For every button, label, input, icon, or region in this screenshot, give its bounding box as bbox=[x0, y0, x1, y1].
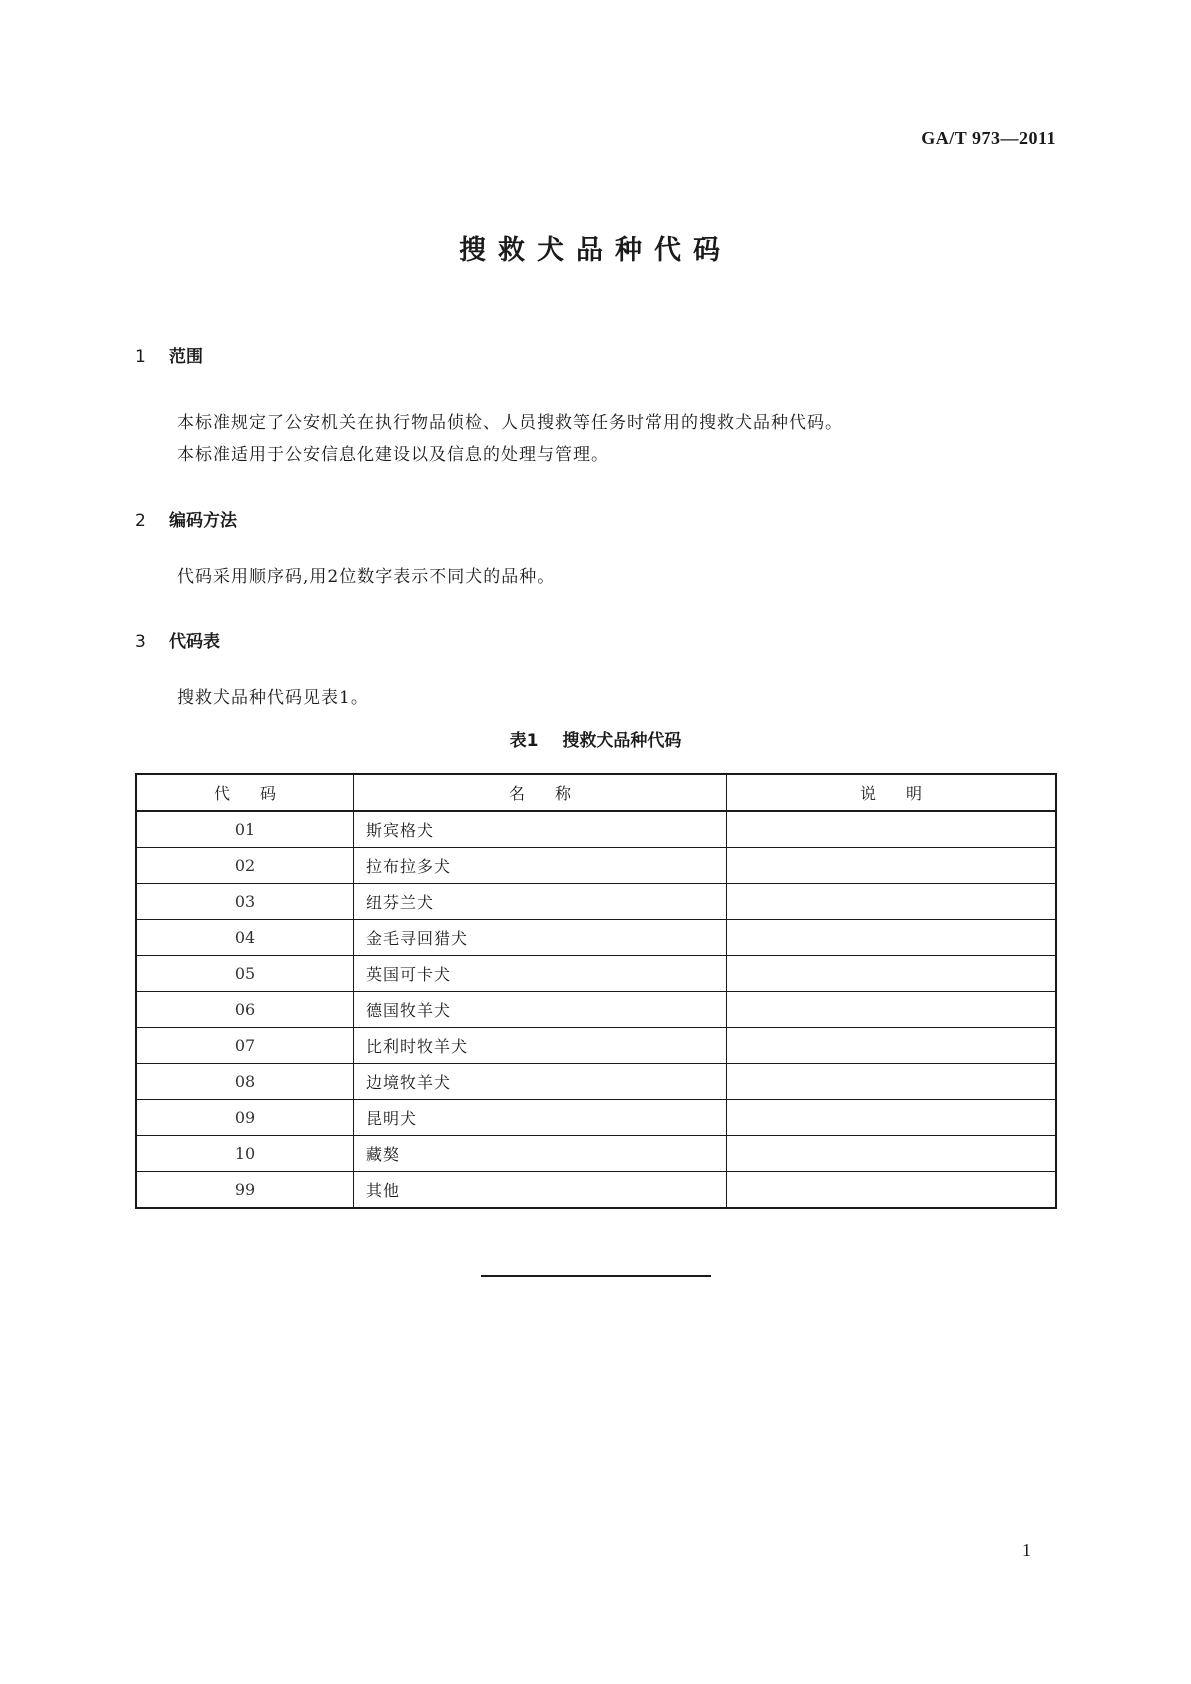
section-title: 代码表 bbox=[169, 632, 220, 652]
section-number: 3 bbox=[135, 632, 146, 652]
cell-note bbox=[727, 811, 1057, 848]
cell-name: 德国牧羊犬 bbox=[354, 992, 727, 1028]
cell-code: 02 bbox=[136, 848, 354, 884]
cell-note bbox=[727, 1172, 1057, 1209]
cell-code: 01 bbox=[136, 811, 354, 848]
section-1-paragraph-1: 本标准规定了公安机关在执行物品侦检、人员搜救等任务时常用的搜救犬品种代码。 bbox=[177, 413, 843, 433]
cell-note bbox=[727, 992, 1057, 1028]
header-note: 说明 bbox=[727, 774, 1057, 811]
cell-name: 边境牧羊犬 bbox=[354, 1064, 727, 1100]
breed-code-table bbox=[135, 773, 1057, 1209]
document-title: 搜救犬品种代码 bbox=[459, 235, 732, 266]
cell-code: 06 bbox=[136, 992, 354, 1028]
standard-code: GA/T 973—2011 bbox=[921, 128, 1056, 148]
table-row bbox=[136, 811, 1056, 848]
header-code: 代码 bbox=[136, 774, 354, 811]
cell-code: 09 bbox=[136, 1100, 354, 1136]
cell-note bbox=[727, 1100, 1057, 1136]
cell-name: 斯宾格犬 bbox=[354, 811, 727, 848]
section-1-heading bbox=[135, 342, 203, 367]
cell-note bbox=[727, 1028, 1057, 1064]
cell-note bbox=[727, 956, 1057, 992]
table-caption bbox=[0, 726, 1191, 751]
cell-code: 03 bbox=[136, 884, 354, 920]
section-2-heading bbox=[135, 506, 237, 531]
cell-code: 08 bbox=[136, 1064, 354, 1100]
cell-name: 金毛寻回猎犬 bbox=[354, 920, 727, 956]
cell-note bbox=[727, 1064, 1057, 1100]
section-2-paragraph-1: 代码采用顺序码,用2位数字表示不同犬的品种。 bbox=[177, 567, 556, 587]
cell-name: 昆明犬 bbox=[354, 1100, 727, 1136]
cell-code: 07 bbox=[136, 1028, 354, 1064]
cell-code: 99 bbox=[136, 1172, 354, 1209]
table-row bbox=[136, 1028, 1056, 1064]
cell-code: 10 bbox=[136, 1136, 354, 1172]
section-number: 2 bbox=[135, 511, 146, 531]
table-row bbox=[136, 884, 1056, 920]
header-name: 名称 bbox=[354, 774, 727, 811]
table-row bbox=[136, 1172, 1056, 1209]
table-row bbox=[136, 956, 1056, 992]
cell-note bbox=[727, 1136, 1057, 1172]
cell-name: 英国可卡犬 bbox=[354, 956, 727, 992]
table-row bbox=[136, 992, 1056, 1028]
cell-name: 拉布拉多犬 bbox=[354, 848, 727, 884]
table-row bbox=[136, 848, 1056, 884]
section-3-heading bbox=[135, 627, 220, 652]
table-caption-label: 表1 bbox=[509, 731, 539, 751]
cell-note bbox=[727, 920, 1057, 956]
table-header-row bbox=[136, 774, 1056, 811]
table-row bbox=[136, 1064, 1056, 1100]
table-row bbox=[136, 920, 1056, 956]
cell-name: 纽芬兰犬 bbox=[354, 884, 727, 920]
cell-code: 04 bbox=[136, 920, 354, 956]
section-number: 1 bbox=[135, 347, 146, 367]
table-caption-title: 搜救犬品种代码 bbox=[562, 731, 682, 751]
section-title: 范围 bbox=[169, 347, 203, 367]
section-3-paragraph-1: 搜救犬品种代码见表1。 bbox=[177, 688, 369, 708]
cell-name: 比利时牧羊犬 bbox=[354, 1028, 727, 1064]
end-divider-line bbox=[481, 1275, 711, 1277]
cell-code: 05 bbox=[136, 956, 354, 992]
cell-name: 其他 bbox=[354, 1172, 727, 1209]
section-1-paragraph-2: 本标准适用于公安信息化建设以及信息的处理与管理。 bbox=[177, 445, 609, 465]
cell-note bbox=[727, 884, 1057, 920]
table-row bbox=[136, 1100, 1056, 1136]
cell-note bbox=[727, 848, 1057, 884]
page-number: 1 bbox=[1022, 1540, 1031, 1560]
cell-name: 藏獒 bbox=[354, 1136, 727, 1172]
table-row bbox=[136, 1136, 1056, 1172]
section-title: 编码方法 bbox=[169, 511, 237, 531]
